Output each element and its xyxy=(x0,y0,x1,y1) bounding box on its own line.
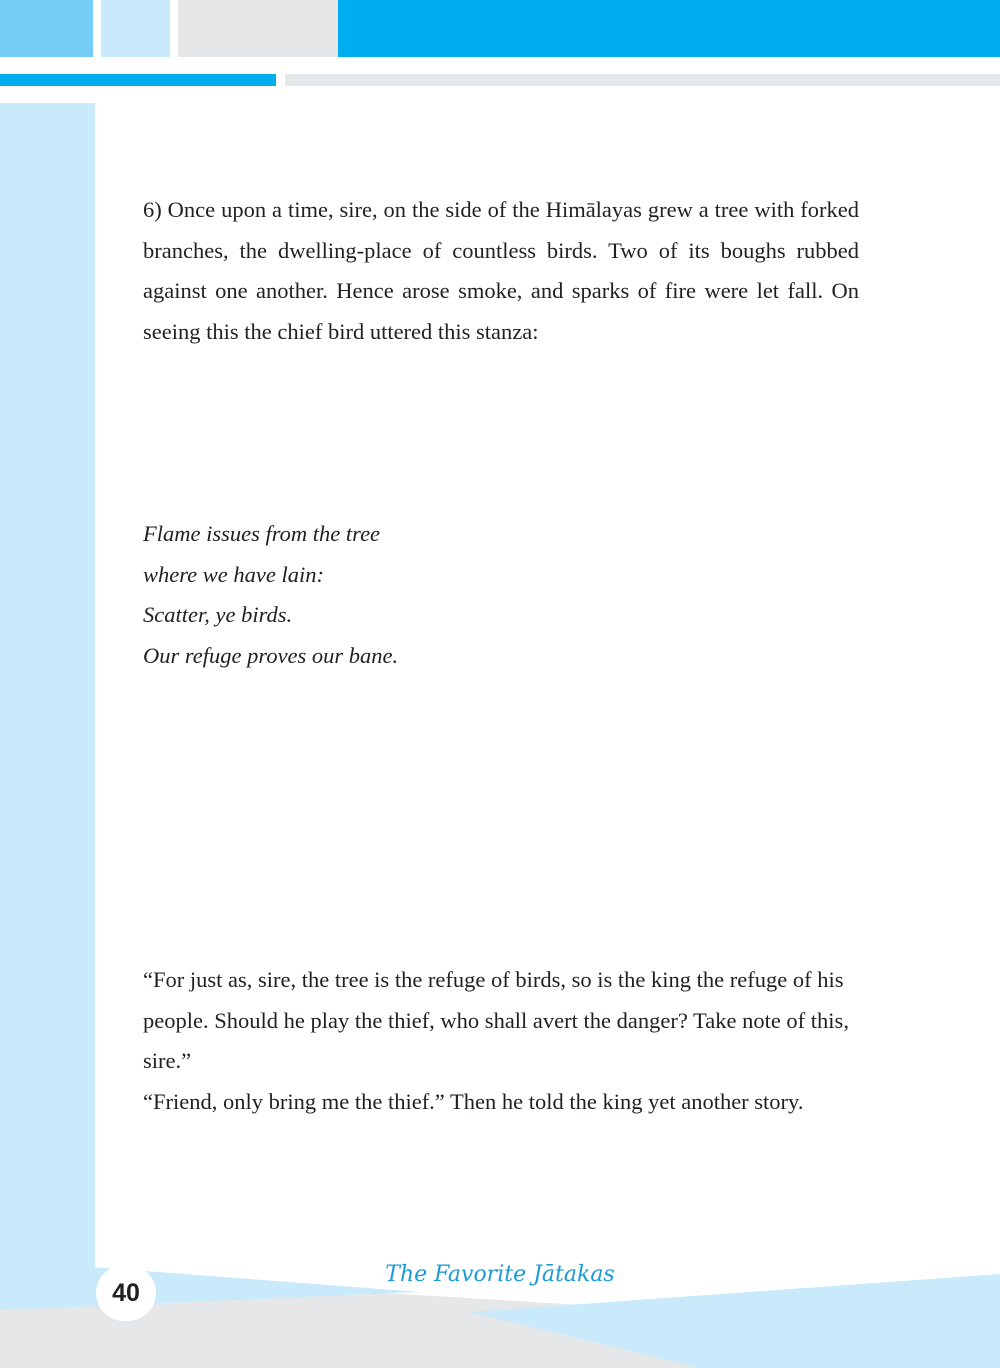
header-block-3 xyxy=(178,0,338,57)
paragraph-text: 6) Once upon a time, sire, on the side of the Himālayas grew a tree with forked branches, the dwelling-place of countless birds. Two of its boughs rubbed against one another. Hence arose smoke, and sparks of fire were let fall. On seeing this the chief bird uttered this stanza: xyxy=(143,197,859,344)
stanza xyxy=(143,514,859,676)
stanza-line: where we have lain: xyxy=(143,561,324,587)
stanza-line: Scatter, ye birds. xyxy=(143,602,293,627)
side-band xyxy=(0,103,95,1368)
header-block-1 xyxy=(0,0,93,57)
dialogue-paragraph: “Friend, only bring me the thief.” Then he told the king yet another story. xyxy=(143,1088,804,1114)
story-paragraph xyxy=(143,190,859,352)
header-rule-grey xyxy=(285,74,1000,86)
page-number: 40 xyxy=(96,1265,156,1321)
dialogue xyxy=(143,960,859,1122)
book-title: The Favorite Jātakas xyxy=(385,1262,615,1287)
dialogue-paragraph: “For just as, sire, the tree is the refuge of birds, so is the king the refuge of his people. Should he play the thief, who shall avert the danger? Take note of this, sire.” xyxy=(143,967,849,1073)
header-block-2 xyxy=(101,0,170,57)
header-block-4 xyxy=(338,0,1000,57)
header-rule-blue xyxy=(0,74,276,86)
stanza-line: Our refuge proves our bane. xyxy=(143,642,399,668)
stanza-line: Flame issues from the tree xyxy=(143,521,381,546)
